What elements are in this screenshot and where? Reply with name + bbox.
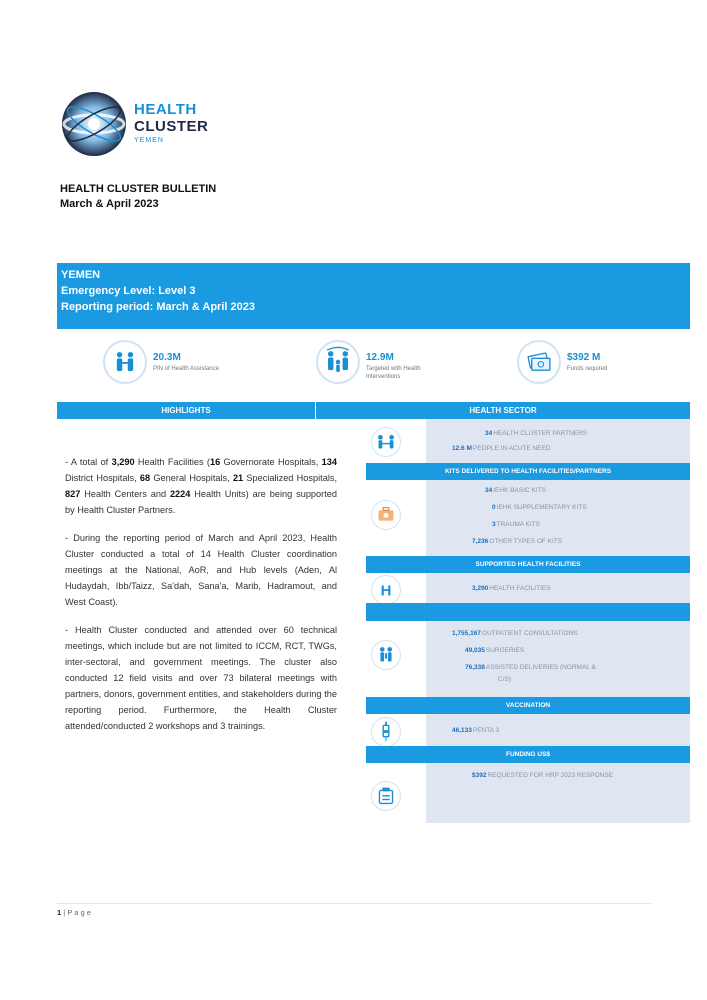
services-row: 49,035SURGERIES [465, 647, 525, 654]
facilities-row: 3,290HEALTH FACILITIES [472, 585, 551, 592]
vaccination-header: VACCINATION [366, 697, 690, 714]
kits-row: 34IEHK BASIC KITS [485, 487, 546, 494]
footer-divider [57, 903, 651, 904]
services-row: 76,338ASSISTED DELIVERIES (NORMAL & [465, 664, 596, 671]
key-figure-value: $392 M [567, 352, 601, 363]
key-figure-value: 20.3M [153, 352, 181, 363]
medical-staff-icon [371, 640, 401, 670]
key-figure-funds [517, 340, 687, 390]
bulletin-title: HEALTH CLUSTER BULLETIN [60, 183, 217, 195]
bulletin-title-block [60, 182, 216, 212]
logo-wordmark [134, 102, 208, 144]
svg-text:H: H [380, 582, 392, 600]
country-banner [57, 263, 690, 329]
key-figure-label: Targeted with Health Interventions [366, 366, 421, 380]
page-separator: | [63, 908, 66, 917]
globe-logo-icon [60, 90, 128, 158]
key-figure-pin [103, 340, 273, 390]
page-footer [57, 908, 91, 917]
banner-country: YEMEN [61, 269, 101, 281]
banner-reporting-period: Reporting period: March & April 2023 [61, 301, 255, 313]
key-figure-label: Funds required [567, 366, 608, 372]
funding-icon [371, 781, 401, 811]
funding-row: $392REQUESTED FOR HRP 2023 RESPONSE [472, 772, 614, 779]
services-row: 1,755,167OUTPATIENT CONSULTATIONS [452, 630, 578, 637]
health-cluster-logo [60, 90, 230, 160]
highlight-paragraph-facilities: - A total of 3,290 Health Facilities (16 Governorate Hospitals, 134 District Hospitals, 68 General Hospitals, 21 Specialized Hospitals, 827 Health Centers and 2224 Health Units) are being supported by Health Cluster Partners. [65, 457, 338, 515]
banner-emergency-level: Emergency Level: Level 3 [61, 285, 196, 297]
partners-icon [371, 427, 401, 457]
hospital-icon [371, 575, 401, 605]
key-figure-targeted [316, 340, 486, 390]
kits-header: KITS DELIVERED TO HEALTH FACILITIES/PARTNERS [366, 463, 690, 480]
acute-need-row: 12.6 MPEOPLE IN ACUTE NEED [452, 445, 551, 452]
services-header [366, 603, 690, 621]
page-word: P a g e [67, 908, 91, 917]
kits-row: 7,236OTHER TYPES OF KITS [472, 538, 563, 545]
logo-line-yemen: YEMEN [134, 137, 164, 144]
page-number: 1 [57, 908, 62, 917]
vaccination-icon [371, 717, 401, 747]
people-icon [103, 340, 147, 384]
family-icon [316, 340, 360, 384]
partners-row: 34HEALTH CLUSTER PARTNERS [485, 430, 588, 437]
funding-header: FUNDING US$ [366, 746, 690, 763]
highlight-paragraph-technical: - Health Cluster conducted and attended over 60 technical meetings, which include but are not limited to ICCM, RCT, TWGs, inter-sectoral, and government meetings. The cluster also conducted 12 field visits and over 73 bilateral meetings with partners, donors, government entities, and stakeholders during the reporting period. Furthermore, the Health Cluster attended/conducted 2 workshops and 3 trainings. [65, 625, 337, 731]
highlights-text [65, 454, 337, 746]
health-sector-header: HEALTH SECTOR [316, 402, 690, 419]
money-icon [517, 340, 561, 384]
services-row: C/S) [498, 676, 511, 683]
highlights-header: HIGHLIGHTS [57, 402, 315, 419]
kits-row: 0IEHK SUPPLEMENTARY KITS [492, 504, 587, 511]
logo-line-health: HEALTH [134, 101, 197, 118]
facilities-header: SUPPORTED HEALTH FACILITIES [366, 556, 690, 573]
key-figure-value: 12.9M [366, 352, 394, 363]
logo-line-cluster: CLUSTER [134, 118, 209, 135]
vaccination-row: 46,133PENTA 3 [452, 727, 500, 734]
bulletin-period: March & April 2023 [60, 198, 159, 210]
key-figure-label: PIN of Health Assistance [153, 366, 220, 372]
kit-box-icon [371, 500, 401, 530]
highlight-paragraph-meetings: - During the reporting period of March and April 2023, Health Cluster conducted a total of 14 Health Cluster coordination meetings at the National, AoR, and Hub levels (Aden, Al Hudaydah, Ibb/Taizz, Sa'dah, Sana'a, Marib, Hadramout, and West Coast). [65, 533, 337, 607]
kits-row: 3TRAUMA KITS [492, 521, 540, 528]
